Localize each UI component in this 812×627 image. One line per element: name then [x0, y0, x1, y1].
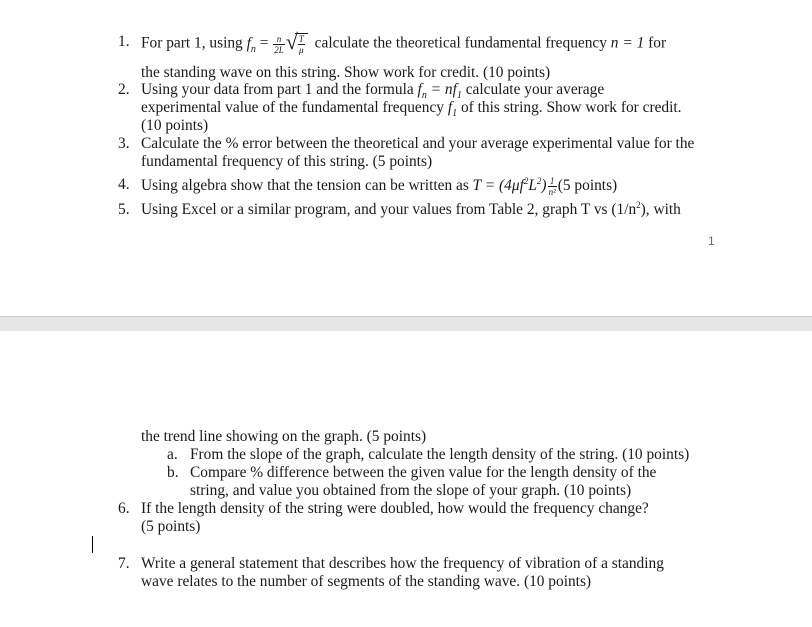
- item-4-number: 4.: [118, 176, 130, 193]
- item-6-line-2: (5 points): [141, 518, 201, 535]
- item-5-number: 5.: [118, 201, 130, 218]
- item-5-continuation: the trend line showing on the graph. (5 points): [141, 428, 427, 445]
- item-3-number: 3.: [118, 135, 130, 152]
- item-1-line-1: [141, 29, 667, 59]
- item-6-line-1: If the length density of the string were doubled, how would the frequency change?: [141, 500, 649, 517]
- equals-sign: =: [259, 34, 269, 52]
- item-2-number: 2.: [118, 81, 130, 98]
- page-break-gap: [0, 316, 812, 332]
- subitem-a-label: a.: [167, 446, 178, 463]
- item-2-line-2: experimental value of the fundamental frequency $f_1$ of this string. Show work for credit.: [141, 99, 682, 120]
- item-7-number: 7.: [118, 555, 130, 572]
- n-equals-1: n = 1: [610, 34, 645, 52]
- fn-symbol: $f_n$: [246, 34, 256, 55]
- subitem-b-label: b.: [167, 464, 179, 481]
- subitem-b-text-2: string, and value you obtained from the slope of your graph. (10 points): [190, 482, 632, 499]
- subitem-b-text-1: Compare % difference between the given value for the length density of the: [190, 464, 657, 481]
- item-3-line-2: fundamental frequency of this string. (5 points): [141, 153, 433, 170]
- formula-fn-nf1: $f_n = nf_1$: [417, 81, 462, 102]
- item-2-line-3: (10 points): [141, 117, 209, 134]
- item-1-number: 1.: [118, 33, 130, 50]
- document-page-2: [0, 331, 812, 627]
- n-over-2L-fraction: $\frac{n}{2L}$: [274, 33, 284, 55]
- item-5-line-1: Using Excel or a similar program, and your values from Table 2, graph T vs $(1/n^2)$, with: [141, 199, 681, 218]
- subitem-a-text: From the slope of the graph, calculate the length density of the string. (10 points): [190, 446, 690, 463]
- item-1-text-c: for: [644, 34, 667, 52]
- item-1-line-2: the standing wave on this string. Show work for credit. (10 points): [141, 64, 551, 81]
- item-3-line-1: Calculate the % error between the theoretical and your average experimental value for the: [141, 135, 695, 152]
- tension-formula: $T = (4\mu f^2L^2)$: [472, 175, 547, 195]
- item-6-number: 6.: [118, 500, 130, 517]
- sqrt-T-over-mu: √ $\frac{T}{\mu}$: [286, 33, 308, 55]
- item-7-line-1: Write a general statement that describes how the frequency of vibration of a standing: [141, 555, 664, 572]
- item-1-text-b: calculate the theoretical fundamental frequency: [314, 34, 611, 52]
- one-over-n2-fraction: $\frac{1}{\text{n²}}$: [548, 176, 556, 197]
- page-number: 1: [708, 234, 715, 248]
- item-7-line-2: wave relates to the number of segments of the standing wave. (10 points): [141, 573, 592, 590]
- item-1-text-a: For part 1, using: [141, 34, 247, 52]
- item-2-line-1: Using your data from part 1 and the formula $f_n = nf_1$ calculate your average: [141, 81, 605, 102]
- f1-symbol: $f_1$: [447, 99, 458, 120]
- item-4-line-1: Using algebra show that the tension can be written as $T = (4\mu f^2L^2)$ $\frac{1}{\text{n²}}$ (5 points): [141, 175, 618, 197]
- text-cursor[interactable]: [92, 536, 93, 553]
